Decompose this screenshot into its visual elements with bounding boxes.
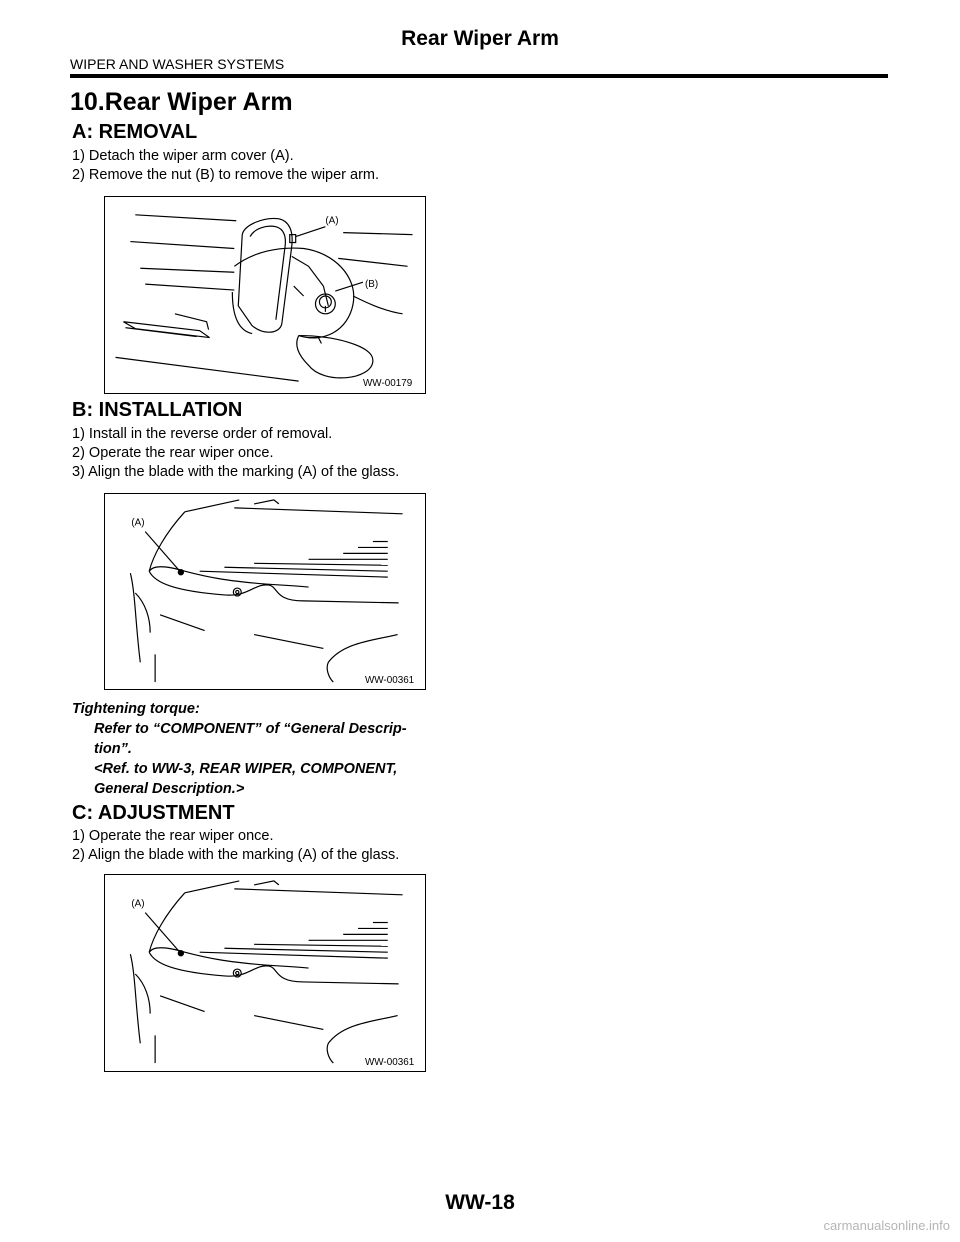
rear-glass-illustration-2 (105, 875, 425, 1071)
removal-step-1: 1) Detach the wiper arm cover (A). (72, 148, 294, 164)
installation-figure-label-a: (A) (131, 517, 145, 529)
page-number: WW-18 (445, 1191, 515, 1214)
adjustment-step-2: 2) Align the blade with the marking (A) of the glass. (72, 847, 400, 863)
torque-line-1: Refer to “COMPONENT” of “General Descrip- (94, 721, 407, 737)
watermark: carmanualsonline.info (823, 1218, 950, 1233)
torque-line-2: tion”. (94, 741, 132, 757)
page-header-title: Rear Wiper Arm (401, 27, 559, 50)
adjustment-step-1: 1) Operate the rear wiper once. (72, 828, 274, 844)
torque-reference-link[interactable]: <Ref. to WW-3, REAR WIPER, COMPONENT, (94, 761, 398, 777)
wiper-arm-illustration (105, 197, 425, 393)
installation-step-3: 3) Align the blade with the marking (A) of the glass. (72, 464, 400, 480)
removal-heading: A: REMOVAL (72, 121, 198, 143)
removal-figure-code: WW-00179 (363, 378, 413, 390)
removal-figure-label-a: (A) (325, 215, 339, 227)
adjustment-figure-code: WW-00361 (364, 1057, 415, 1069)
installation-step-2: 2) Operate the rear wiper once. (72, 445, 274, 461)
torque-line-4: General Description.> (94, 781, 245, 797)
removal-step-2: 2) Remove the nut (B) to remove the wiper arm. (72, 167, 380, 183)
torque-label: Tightening torque: (72, 701, 200, 717)
removal-figure (104, 196, 426, 394)
glass-marking-dot-2 (178, 950, 184, 956)
installation-step-1: 1) Install in the reverse order of removal. (72, 426, 333, 442)
adjustment-figure (104, 874, 426, 1072)
adjustment-heading: C: ADJUSTMENT (72, 802, 235, 824)
installation-heading: B: INSTALLATION (72, 399, 243, 421)
removal-figure-label-b: (B) (364, 279, 379, 291)
glass-marking-dot (178, 569, 184, 575)
installation-figure (104, 493, 426, 690)
adjustment-figure-label-a: (A) (131, 898, 145, 910)
torque-body (94, 719, 474, 799)
rear-glass-illustration (105, 494, 425, 689)
page-header-section: WIPER AND WASHER SYSTEMS (70, 56, 285, 72)
installation-figure-code: WW-00361 (364, 675, 415, 687)
header-rule (70, 74, 888, 78)
chapter-title: 10.Rear Wiper Arm (70, 88, 293, 116)
